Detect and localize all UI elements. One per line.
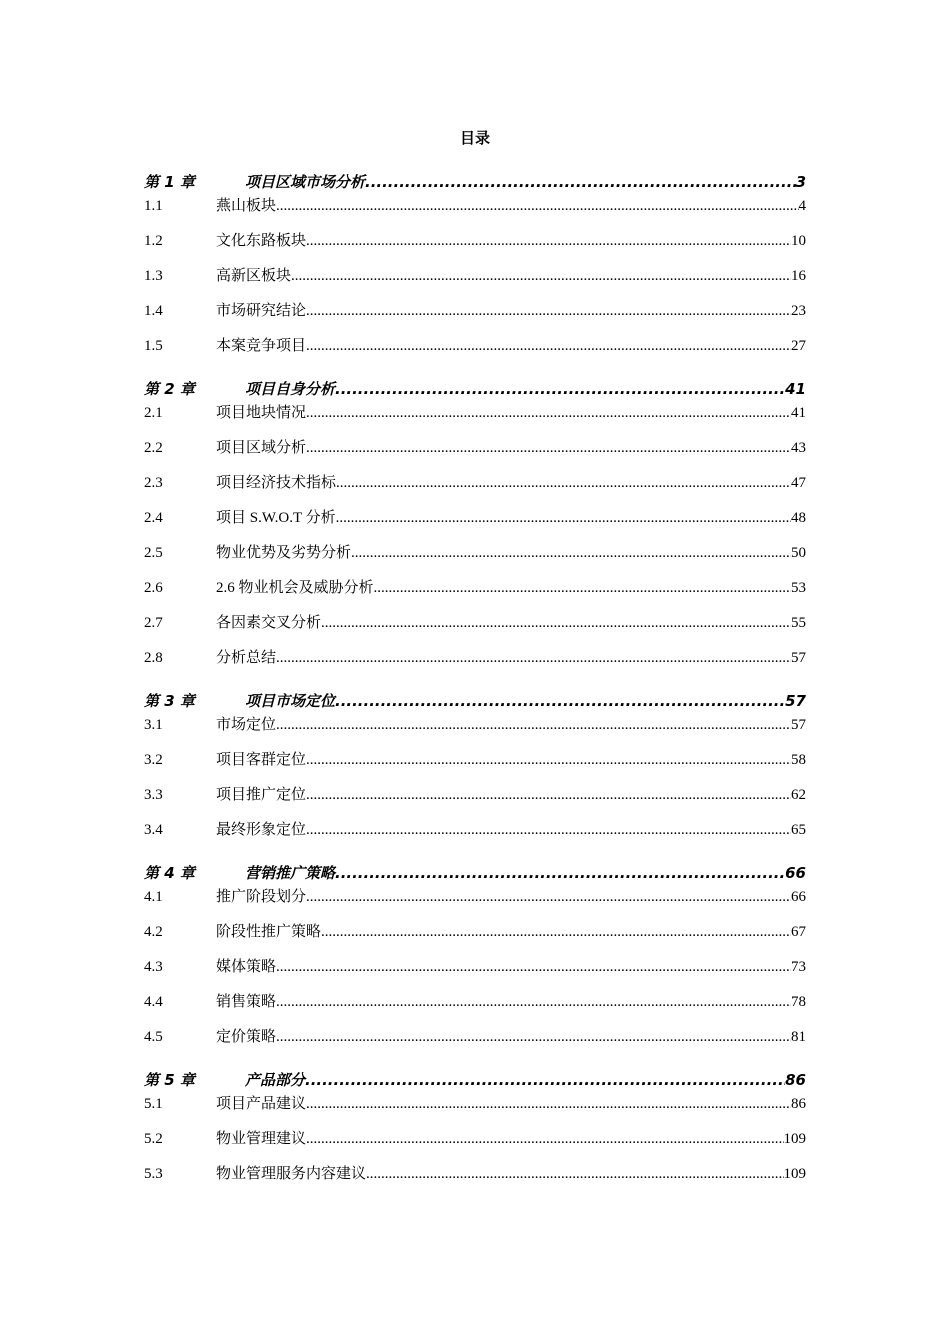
section-title: 推广阶段划分 [216, 889, 307, 905]
section-page-number: 27 [791, 338, 806, 354]
section-number: 2.8 [144, 650, 163, 666]
toc-entry-row[interactable] [144, 298, 806, 333]
section-title: 媒体策略 [216, 959, 277, 975]
dot-leader [306, 298, 791, 324]
dot-leader [321, 610, 791, 636]
section-title: 高新区板块 [216, 268, 292, 284]
section-number: 3.1 [144, 717, 163, 733]
chapter-number: 第 2 章 [144, 380, 195, 398]
dot-leader [335, 862, 785, 884]
chapter-title: 项目市场定位 [245, 692, 336, 710]
section-title: 项目地块情况 [216, 405, 307, 421]
section-page-number: 109 [783, 1131, 806, 1147]
table-of-contents [144, 171, 806, 1196]
section-title: 分析总结 [216, 650, 277, 666]
toc-entry-row[interactable] [144, 470, 806, 505]
section-title: 2.6 物业机会及威胁分析 [216, 580, 374, 596]
section-page-number: 57 [791, 650, 806, 666]
section-title: 销售策略 [216, 994, 277, 1010]
chapter-number: 第 5 章 [144, 1071, 195, 1089]
dot-leader [335, 690, 785, 712]
section-title: 项目客群定位 [216, 752, 307, 768]
toc-entry-row[interactable] [144, 333, 806, 368]
section-number: 2.3 [144, 475, 163, 491]
toc-entry-row[interactable] [144, 505, 806, 540]
section-title: 市场定位 [216, 717, 277, 733]
dot-leader [365, 171, 796, 193]
dot-leader [306, 333, 791, 359]
section-title: 燕山板块 [216, 198, 277, 214]
section-page-number: 81 [791, 1029, 806, 1045]
toc-entry-row[interactable] [144, 712, 806, 747]
dot-leader [306, 228, 791, 254]
chapter-number: 第 3 章 [144, 692, 195, 710]
section-page-number: 53 [791, 580, 806, 596]
section-title: 项目推广定位 [216, 787, 307, 803]
chapter-title: 项目区域市场分析 [245, 173, 366, 191]
section-title: 文化东路板块 [216, 233, 307, 249]
section-number: 2.2 [144, 440, 163, 456]
dot-leader [306, 1091, 791, 1117]
section-page-number: 67 [791, 924, 806, 940]
section-number: 4.1 [144, 889, 163, 905]
toc-entry-row[interactable] [144, 1161, 806, 1196]
chapter-number: 第 4 章 [144, 864, 195, 882]
section-number: 2.1 [144, 405, 163, 421]
section-number: 4.2 [144, 924, 163, 940]
section-title: 阶段性推广策略 [216, 924, 322, 940]
section-number: 3.3 [144, 787, 163, 803]
section-title: 项目 S.W.O.T 分析 [216, 510, 336, 526]
section-page-number: 62 [791, 787, 806, 803]
section-page-number: 41 [791, 405, 806, 421]
dot-leader [276, 193, 798, 219]
section-page-number: 50 [791, 545, 806, 561]
toc-entry-row[interactable] [144, 1126, 806, 1161]
chapter-title: 产品部分 [245, 1071, 306, 1089]
section-title: 定价策略 [216, 1029, 277, 1045]
section-number: 4.3 [144, 959, 163, 975]
section-page-number: 58 [791, 752, 806, 768]
section-page-number: 47 [791, 475, 806, 491]
dot-leader [321, 919, 791, 945]
dot-leader [276, 989, 791, 1015]
chapter-page-number: 66 [785, 864, 806, 882]
dot-leader [306, 435, 791, 461]
chapter-number: 第 1 章 [144, 173, 195, 191]
section-number: 1.2 [144, 233, 163, 249]
toc-entry-row[interactable] [144, 1091, 806, 1126]
dot-leader [366, 1161, 783, 1187]
section-number: 2.5 [144, 545, 163, 561]
section-number: 3.2 [144, 752, 163, 768]
toc-entry-row[interactable] [144, 919, 806, 954]
dot-leader [276, 712, 791, 738]
chapter-page-number: 57 [785, 692, 806, 710]
section-page-number: 23 [791, 303, 806, 319]
section-title: 物业优势及劣势分析 [216, 545, 352, 561]
section-title: 项目经济技术指标 [216, 475, 337, 491]
chapter-page-number: 86 [785, 1071, 806, 1089]
dot-leader [276, 645, 791, 671]
toc-entry-row[interactable] [144, 1024, 806, 1059]
section-title: 各因素交叉分析 [216, 615, 322, 631]
toc-entry-row[interactable] [144, 645, 806, 680]
dot-leader [351, 540, 791, 566]
section-page-number: 43 [791, 440, 806, 456]
section-number: 2.7 [144, 615, 163, 631]
section-number: 5.2 [144, 1131, 163, 1147]
section-title: 项目产品建议 [216, 1096, 307, 1112]
toc-entry-row[interactable] [144, 610, 806, 645]
section-page-number: 86 [791, 1096, 806, 1112]
section-number: 1.3 [144, 268, 163, 284]
section-title: 最终形象定位 [216, 822, 307, 838]
dot-leader [306, 747, 791, 773]
toc-entry-row[interactable] [144, 263, 806, 298]
toc-entry-row[interactable] [144, 228, 806, 263]
toc-entry-row[interactable] [144, 400, 806, 435]
dot-leader [306, 782, 791, 808]
dot-leader [306, 884, 791, 910]
section-title: 物业管理建议 [216, 1131, 307, 1147]
toc-entry-row[interactable] [144, 884, 806, 919]
dot-leader [306, 400, 791, 426]
toc-title: 目录 [459, 129, 490, 147]
section-number: 1.5 [144, 338, 163, 354]
toc-entry-row[interactable] [144, 817, 806, 852]
toc-chapter-row[interactable] [144, 690, 806, 712]
toc-chapter-row[interactable] [144, 378, 806, 400]
toc-chapter-row[interactable] [144, 862, 806, 884]
section-page-number: 4 [798, 198, 806, 214]
dot-leader [276, 1024, 791, 1050]
section-title: 本案竞争项目 [216, 338, 307, 354]
section-page-number: 109 [783, 1166, 806, 1182]
section-page-number: 48 [791, 510, 806, 526]
toc-entry-row[interactable] [144, 575, 806, 610]
toc-entry-row[interactable] [144, 747, 806, 782]
section-page-number: 57 [791, 717, 806, 733]
section-number: 4.4 [144, 994, 163, 1010]
section-number: 1.1 [144, 198, 163, 214]
dot-leader [336, 505, 791, 531]
section-title: 市场研究结论 [216, 303, 307, 319]
dot-leader [291, 263, 791, 289]
section-page-number: 16 [791, 268, 806, 284]
chapter-title: 营销推广策略 [245, 864, 336, 882]
toc-entry-row[interactable] [144, 989, 806, 1024]
toc-chapter-row[interactable] [144, 171, 806, 193]
dot-leader [276, 954, 791, 980]
chapter-page-number: 3 [795, 173, 806, 191]
dot-leader [305, 1069, 785, 1091]
dot-leader [306, 817, 791, 843]
section-number: 2.6 [144, 580, 163, 596]
chapter-page-number: 41 [785, 380, 806, 398]
section-number: 3.4 [144, 822, 163, 838]
toc-chapter-row[interactable] [144, 1069, 806, 1091]
section-title: 项目区域分析 [216, 440, 307, 456]
dot-leader [306, 1126, 783, 1152]
dot-leader [335, 378, 785, 400]
section-page-number: 55 [791, 615, 806, 631]
section-number: 5.1 [144, 1096, 163, 1112]
section-number: 2.4 [144, 510, 163, 526]
section-number: 4.5 [144, 1029, 163, 1045]
toc-entry-row[interactable] [144, 782, 806, 817]
section-page-number: 66 [791, 889, 806, 905]
chapter-title: 项目自身分析 [245, 380, 336, 398]
section-page-number: 65 [791, 822, 806, 838]
toc-entry-row[interactable] [144, 193, 806, 228]
toc-entry-row[interactable] [144, 540, 806, 575]
section-page-number: 10 [791, 233, 806, 249]
dot-leader [336, 470, 791, 496]
section-number: 1.4 [144, 303, 163, 319]
section-number: 5.3 [144, 1166, 163, 1182]
toc-entry-row[interactable] [144, 954, 806, 989]
toc-entry-row[interactable] [144, 435, 806, 470]
section-page-number: 73 [791, 959, 806, 975]
dot-leader [374, 575, 791, 601]
section-page-number: 78 [791, 994, 806, 1010]
section-title: 物业管理服务内容建议 [216, 1166, 367, 1182]
